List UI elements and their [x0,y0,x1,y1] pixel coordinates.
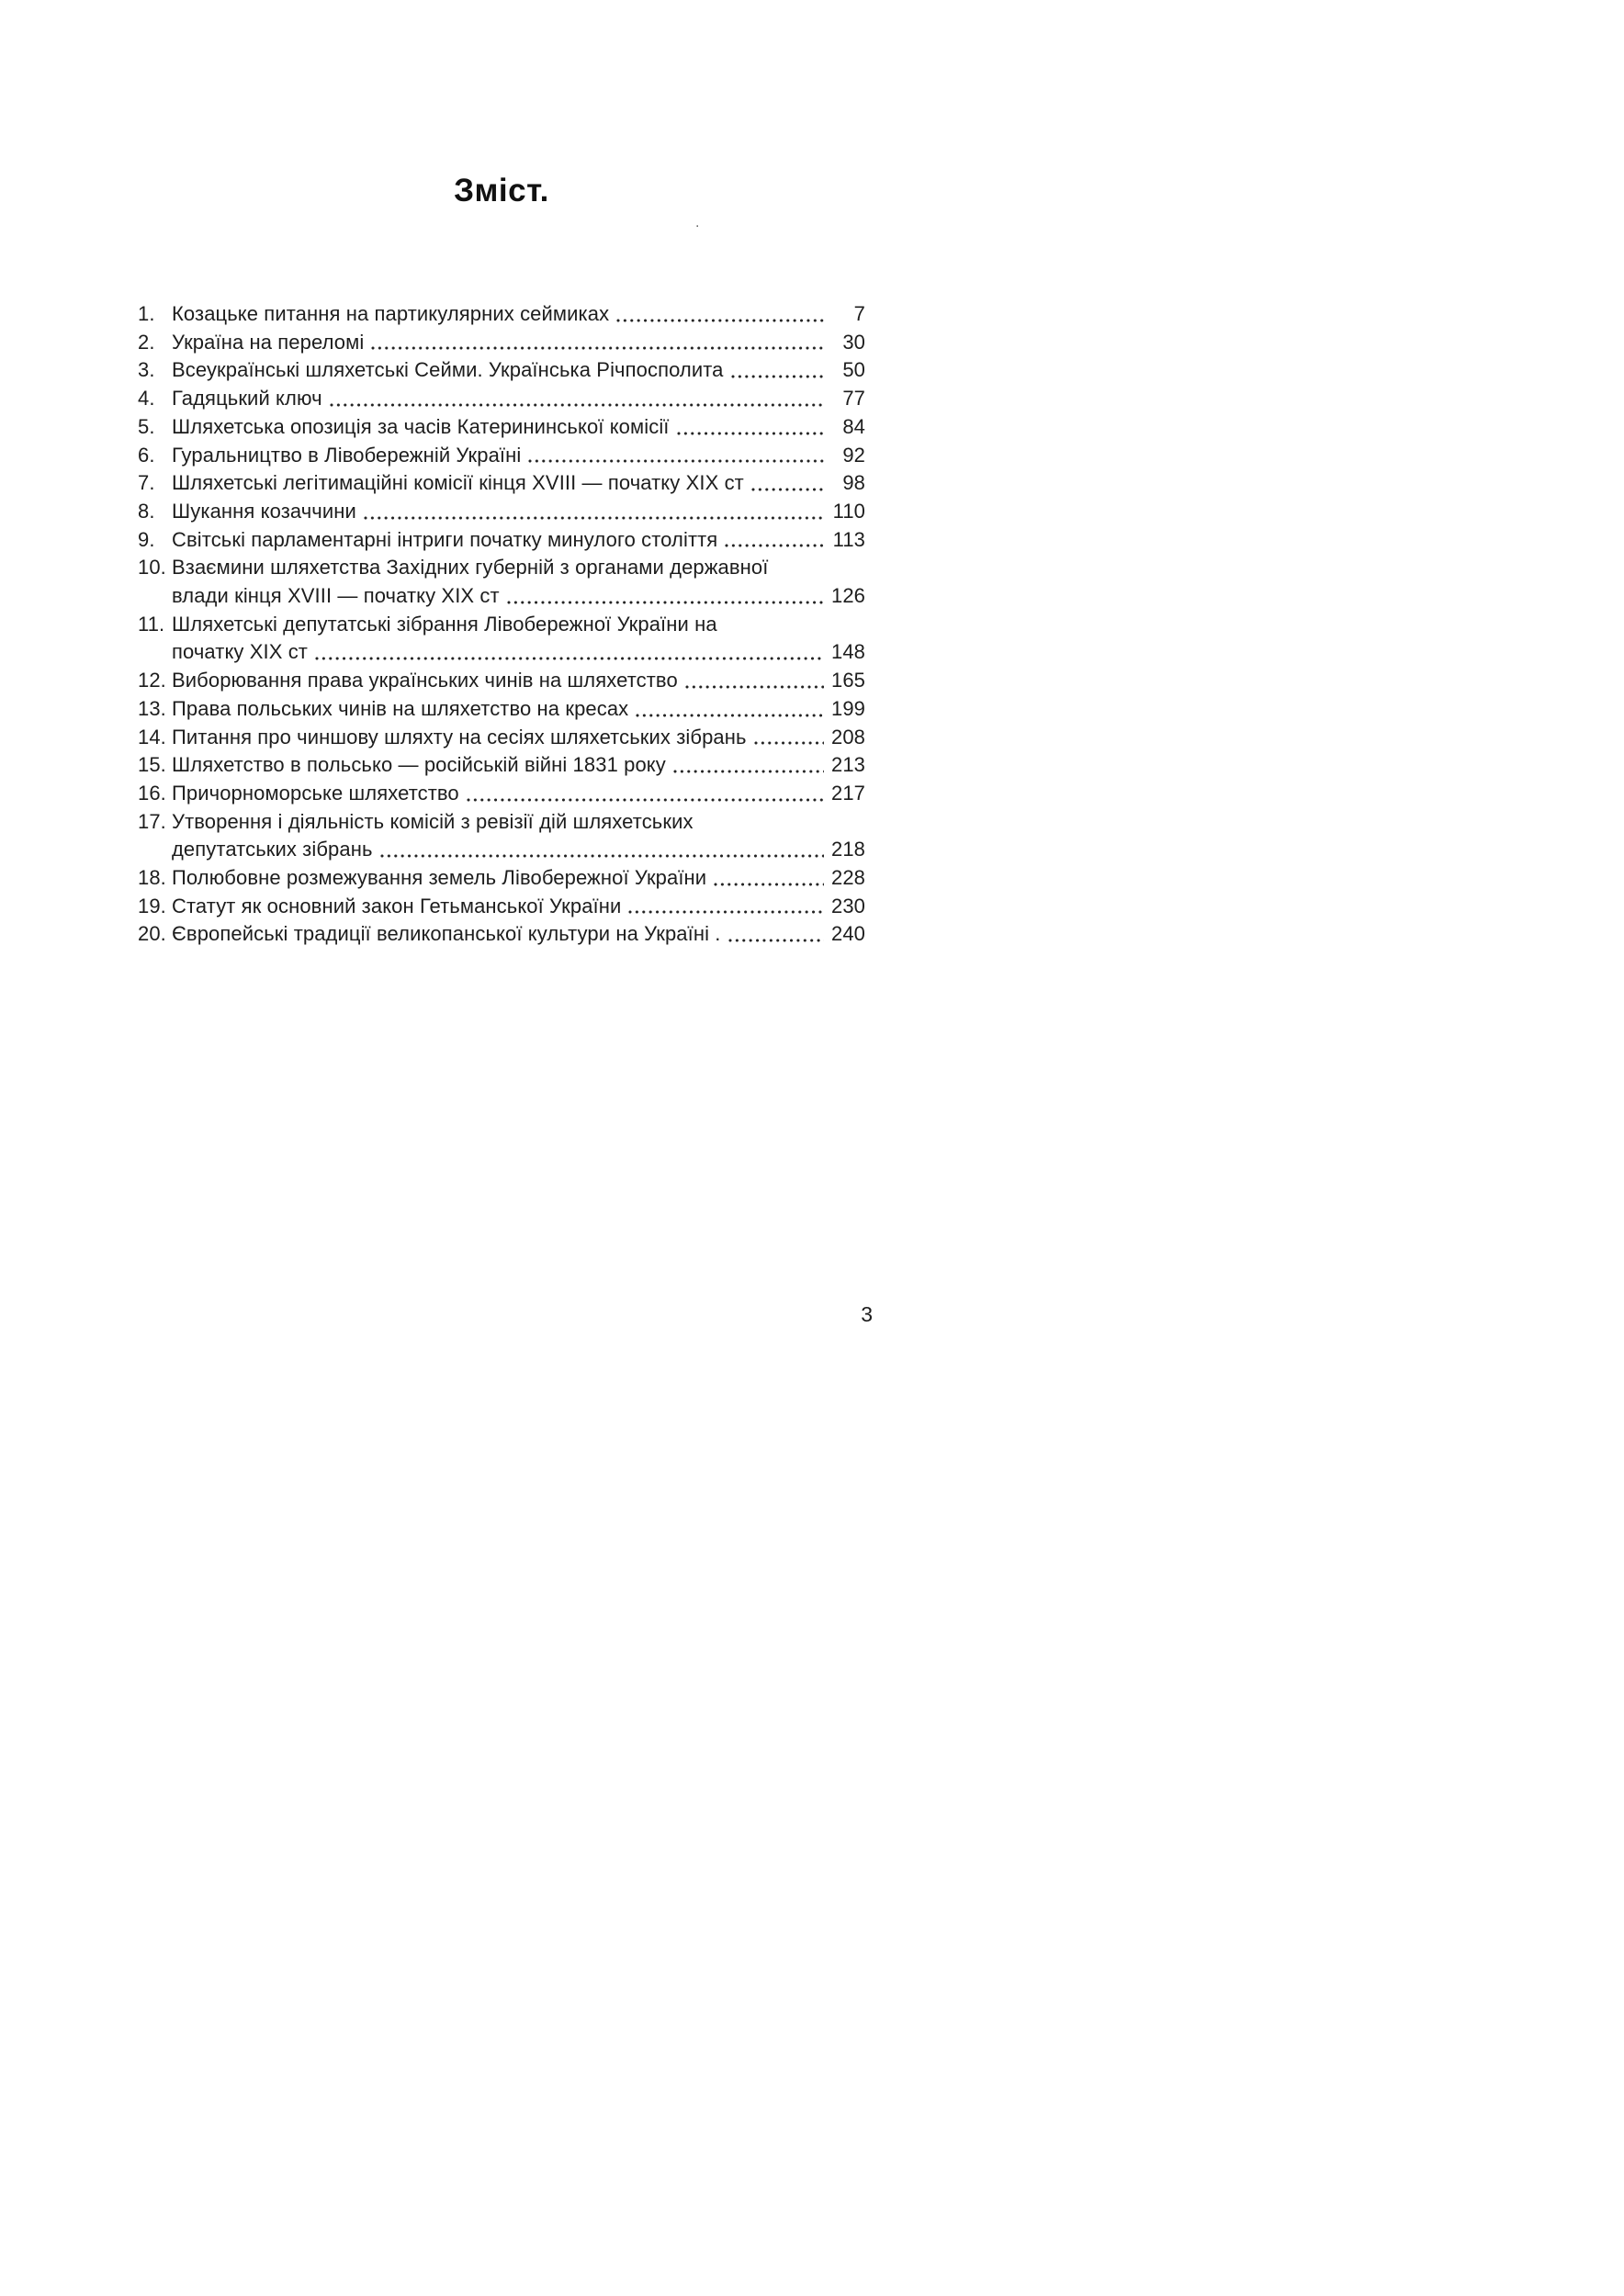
toc-entry-page: 92 [842,443,865,467]
toc-entry-page: 213 [830,753,865,777]
toc-entry-number: 3. [138,358,155,382]
toc-entry-title: Гадяцький ключ [172,387,322,411]
toc-entry-page: 50 [842,358,865,382]
toc-line [138,611,865,639]
stray-mark: . [695,215,700,231]
toc-leader-dots [315,657,824,660]
toc-line [138,329,865,357]
toc-entry-title: Європейські традиції великопанської культури на Україні . [172,922,721,946]
toc-entry [138,413,865,442]
toc-indent [138,582,172,611]
toc-leader-dots [507,601,824,604]
toc-entry [138,442,865,470]
page-title: Зміст. [454,173,549,208]
toc-entry-title: Шляхетська опозиція за часів Катерининської комісії [172,414,670,438]
toc-entry [138,554,865,610]
toc-entry-number: 6. [138,443,155,467]
toc-entry-title: Утворення і діяльність комісій з ревізії дій шляхетських [172,809,694,833]
toc-line [138,442,865,470]
toc-entry-page: 230 [830,894,865,917]
toc-entry-title: Взаємини шляхетства Західних губерній з органами державної [172,556,769,580]
toc-entry-number: 4. [138,387,155,411]
toc-leader-dots [467,798,824,802]
toc-entry-title: Питання про чиншову шляхту на сесіях шляхетських зібрань [172,725,747,748]
toc-entry-number: 14. [138,725,166,748]
toc-entry [138,724,865,752]
toc-entry-number: 19. [138,894,166,917]
toc-entry-title: Шляхетство в польсько — російській війні 1831 року [172,753,666,777]
toc-entry-title: Статут як основний закон Гетьманської України [172,894,622,917]
toc-line [138,667,865,695]
toc-entry [138,498,865,526]
toc-line [138,469,865,498]
toc-entry-page: 7 [853,302,865,325]
toc-entry-title: Причорноморське шляхетство [172,781,459,805]
toc-line [138,724,865,752]
toc-leader-dots [330,403,824,407]
toc-leader-dots [677,432,824,435]
toc-entry [138,695,865,724]
toc-entry [138,611,865,667]
toc-leader-dots [731,375,824,378]
toc-line [138,920,865,949]
toc-leader-dots [728,939,825,942]
toc-line [138,526,865,555]
toc-line [138,638,865,667]
toc-entry-title: Полюбовне розмежування земель Лівобережної України [172,866,707,890]
toc-entry-number: 16. [138,781,166,805]
toc-indent [138,836,172,864]
toc-entry-title: Шляхетські депутатські зібрання Лівобережної України на [172,612,717,636]
toc-entry-title: Гуральництво в Лівобережній Україні [172,443,522,467]
toc-line [138,385,865,413]
toc-line [138,582,865,611]
toc-leader-dots [628,910,824,914]
toc-entry-number: 8. [138,499,155,523]
toc-entry [138,808,865,864]
toc-line [138,836,865,864]
toc-entry-number: 13. [138,696,166,720]
toc-entry [138,356,865,385]
toc-leader-dots [371,346,824,350]
toc-entry-number: 10. [138,556,166,580]
toc-entry-title: Всеукраїнські шляхетські Сейми. Українська Річпосполита [172,358,724,382]
toc-entry-page: 30 [842,330,865,354]
toc-entry-title: Україна на переломі [172,330,365,354]
toc-line [138,751,865,780]
toc-entry-title: Світські парламентарні інтриги початку минулого століття [172,527,718,551]
toc-entry-number: 20. [138,922,166,946]
toc-list [138,300,865,949]
toc-entry [138,920,865,949]
toc-entry [138,469,865,498]
toc-line [138,864,865,893]
toc-entry-page: 199 [830,696,865,720]
toc-entry [138,751,865,780]
toc-leader-dots [714,883,824,886]
toc-entry [138,864,865,893]
toc-entry-page: 165 [830,669,865,692]
toc-entry [138,526,865,555]
toc-entry-number: 17. [138,809,166,833]
toc-line [138,413,865,442]
toc-entry-title-continued: початку XIX ст [172,640,308,664]
toc-line [138,300,865,329]
toc-leader-dots [754,741,824,745]
toc-line [138,356,865,385]
toc-line [138,780,865,808]
toc-entry [138,893,865,921]
toc-entry-page: 98 [842,471,865,495]
toc-entry-number: 5. [138,414,155,438]
toc-leader-dots [725,544,824,547]
toc-line [138,893,865,921]
toc-entry-title: Виборювання права українських чинів на шляхетство [172,669,678,692]
toc-entry-title-continued: депутатських зібрань [172,838,373,861]
toc-entry-page: 208 [830,725,865,748]
toc-entry-number: 1. [138,302,155,325]
toc-entry-page: 110 [832,499,865,523]
toc-leader-dots [751,488,824,491]
toc-entry-number: 12. [138,669,166,692]
toc-entry-title: Шляхетські легітимаційні комісії кінця XVIII — початку XIX ст [172,471,744,495]
toc-entry-number: 15. [138,753,166,777]
toc-page [138,0,865,949]
toc-entry [138,780,865,808]
toc-entry-title: Козацьке питання на партикулярних сеймиках [172,302,610,325]
toc-entry-title: Права польських чинів на шляхетство на кресах [172,696,629,720]
toc-indent [138,638,172,667]
toc-line [138,498,865,526]
toc-leader-dots [636,714,824,717]
toc-line [138,808,865,837]
toc-entry-title-continued: влади кінця XVIII — початку XIX ст [172,584,500,608]
toc-entry-page: 77 [842,387,865,411]
toc-entry-page: 113 [832,527,865,551]
toc-leader-dots [685,685,824,689]
toc-entry [138,300,865,329]
toc-entry-number: 18. [138,866,166,890]
toc-entry-number: 7. [138,471,155,495]
toc-leader-dots [673,770,824,773]
toc-entry-number: 11. [138,612,165,636]
toc-entry-page: 218 [830,838,865,861]
toc-entry-page: 148 [830,640,865,664]
toc-leader-dots [380,854,824,858]
toc-entry-page: 84 [842,414,865,438]
toc-entry [138,667,865,695]
toc-line [138,695,865,724]
toc-entry-page: 126 [830,584,865,608]
toc-entry-number: 9. [138,527,155,551]
toc-line [138,554,865,582]
toc-entry [138,385,865,413]
toc-entry-number: 2. [138,330,155,354]
toc-entry-page: 240 [830,922,865,946]
toc-leader-dots [528,459,824,463]
footer-page-number: 3 [861,1302,873,1326]
toc-entry-title: Шукання козаччини [172,499,356,523]
toc-leader-dots [364,516,824,520]
toc-entry-page: 217 [830,781,865,805]
toc-entry [138,329,865,357]
toc-entry-page: 228 [830,866,865,890]
toc-leader-dots [616,319,824,322]
